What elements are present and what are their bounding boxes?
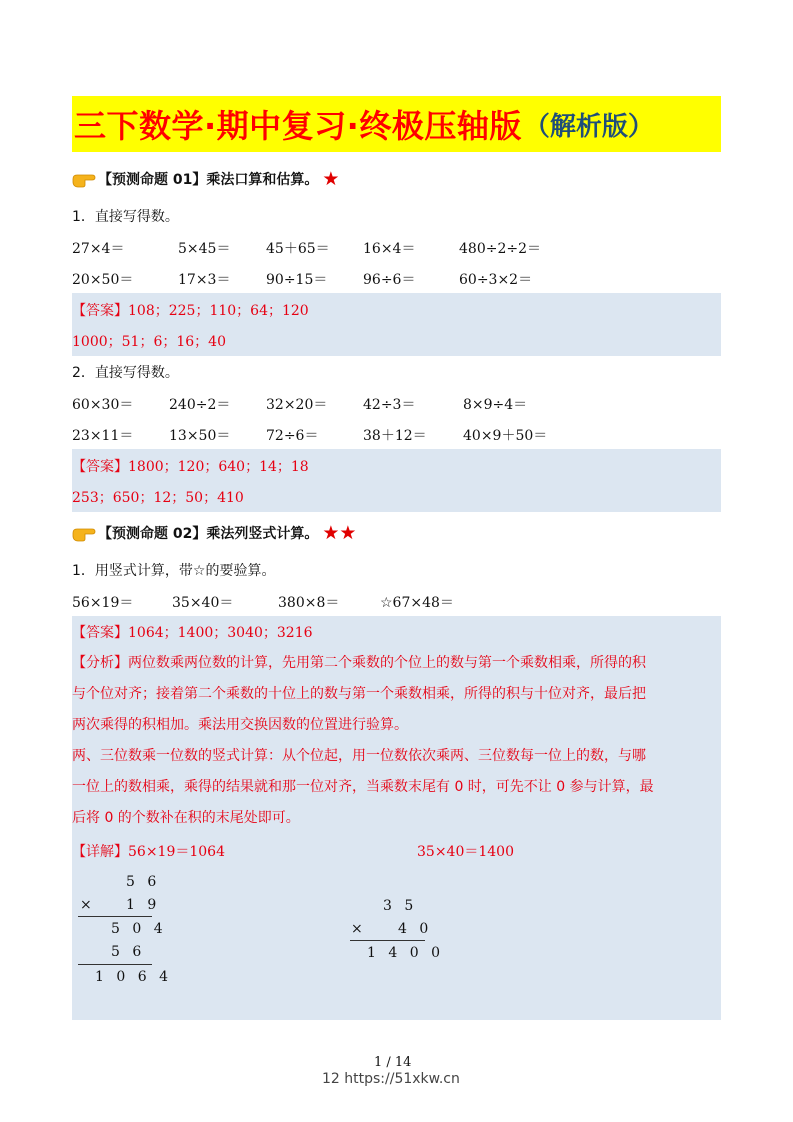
vertical-1-times: × xyxy=(80,897,96,913)
pointing-hand-icon xyxy=(72,524,96,542)
question-1-heading: 1．直接写得数。 xyxy=(72,209,179,225)
vertical-1-top: 5 6 xyxy=(126,874,161,890)
page-subtitle: （解析版） xyxy=(523,111,654,142)
answer-line: 253；650；12；50；410 xyxy=(72,490,244,506)
title-banner xyxy=(72,96,721,152)
vertical-2-multiplier: 4 0 xyxy=(398,921,433,937)
vertical-1-result: 1 0 6 4 xyxy=(95,969,172,985)
question-2-heading: 2．直接写得数。 xyxy=(72,365,179,381)
vertical-2-rule xyxy=(350,940,425,941)
analysis-line: 【分析】两位数乘两位数的计算，先用第二个乘数的个位上的数与第一个乘数相乘，所得的积 xyxy=(72,655,646,671)
topic-2-label: 【预测命题 02】乘法列竖式计算。 xyxy=(98,526,319,542)
q3-item: 35×40＝ xyxy=(172,595,234,611)
topic-1-heading xyxy=(72,169,339,189)
topic-2-heading xyxy=(72,523,356,543)
answer-line: 【答案】1064；1400；3040；3216 xyxy=(72,625,313,641)
analysis-block xyxy=(72,648,721,834)
q1-item: 5×45＝ xyxy=(178,241,231,257)
q1-item: 45＋65＝ xyxy=(266,241,330,257)
vertical-1-multiplier: 1 9 xyxy=(126,897,161,913)
difficulty-star-icon: ★ xyxy=(322,167,340,190)
q2-item: 38＋12＝ xyxy=(363,428,427,444)
q2-item: 72÷6＝ xyxy=(266,428,319,444)
vertical-2-top: 3 5 xyxy=(383,898,418,914)
q1-item: 16×4＝ xyxy=(363,241,416,257)
analysis-line: 两、三位数乘一位数的竖式计算：从个位起，用一位数依次乘两、三位数每一位上的数，与哪 xyxy=(72,748,646,764)
vertical-1-partial-1: 5 0 4 xyxy=(111,921,167,937)
vertical-2-times: × xyxy=(351,921,367,937)
q2-item: 8×9÷4＝ xyxy=(463,397,528,413)
vertical-1-rule xyxy=(78,916,152,917)
answer-line: 【答案】1800；120；640；14；18 xyxy=(72,459,309,475)
q1-item: 60÷3×2＝ xyxy=(459,272,533,288)
q2-item: 240÷2＝ xyxy=(169,397,231,413)
q3-item: 56×19＝ xyxy=(72,595,134,611)
analysis-line: 一位上的数相乘，乘得的结果就和那一位对齐，当乘数末尾有 0 时，可先不让 0 参与计算，最 xyxy=(72,779,654,795)
q1-item: 480÷2÷2＝ xyxy=(459,241,541,257)
q3-item: 380×8＝ xyxy=(278,595,340,611)
q2-item: 40×9＋50＝ xyxy=(463,428,548,444)
q2-item: 60×30＝ xyxy=(72,397,134,413)
detail-label: 【详解】56×19＝1064 xyxy=(72,844,225,860)
q1-item: 96÷6＝ xyxy=(363,272,416,288)
vertical-1-rule xyxy=(78,964,152,965)
q1-item: 17×3＝ xyxy=(178,272,231,288)
answer-line: 【答案】108；225；110；64；120 xyxy=(72,303,309,319)
detail-right: 35×40＝1400 xyxy=(417,844,514,860)
q1-item: 90÷15＝ xyxy=(266,272,328,288)
question-3-heading: 1．用竖式计算，带☆的要验算。 xyxy=(72,563,276,579)
topic-1-label: 【预测命题 01】乘法口算和估算。 xyxy=(98,172,319,188)
q1-item: 27×4＝ xyxy=(72,241,125,257)
vertical-1-partial-2: 5 6 xyxy=(111,944,146,960)
q2-item: 23×11＝ xyxy=(72,428,134,444)
q2-item: 13×50＝ xyxy=(169,428,231,444)
page-title: 三下数学·期中复习·终极压轴版 xyxy=(74,107,522,145)
page-number: 1 / 14 xyxy=(374,1055,412,1070)
analysis-line: 后将 0 的个数补在积的末尾处即可。 xyxy=(72,810,300,826)
site-watermark: 12 https://51xkw.cn xyxy=(322,1071,460,1087)
q3-item: ☆67×48＝ xyxy=(380,595,454,611)
vertical-2-result: 1 4 0 0 xyxy=(367,945,444,961)
pointing-hand-icon xyxy=(72,170,96,188)
answer-line: 1000；51；6；16；40 xyxy=(72,334,226,350)
analysis-line: 与个位对齐；接着第二个乘数的十位上的数与第一个乘数相乘，所得的积与十位对齐，最后把 xyxy=(72,686,646,702)
difficulty-star-icon: ★★ xyxy=(322,521,357,544)
q2-item: 32×20＝ xyxy=(266,397,328,413)
q1-item: 20×50＝ xyxy=(72,272,134,288)
analysis-line: 两次乘得的积相加。乘法用交换因数的位置进行验算。 xyxy=(72,717,408,733)
q2-item: 42÷3＝ xyxy=(363,397,416,413)
